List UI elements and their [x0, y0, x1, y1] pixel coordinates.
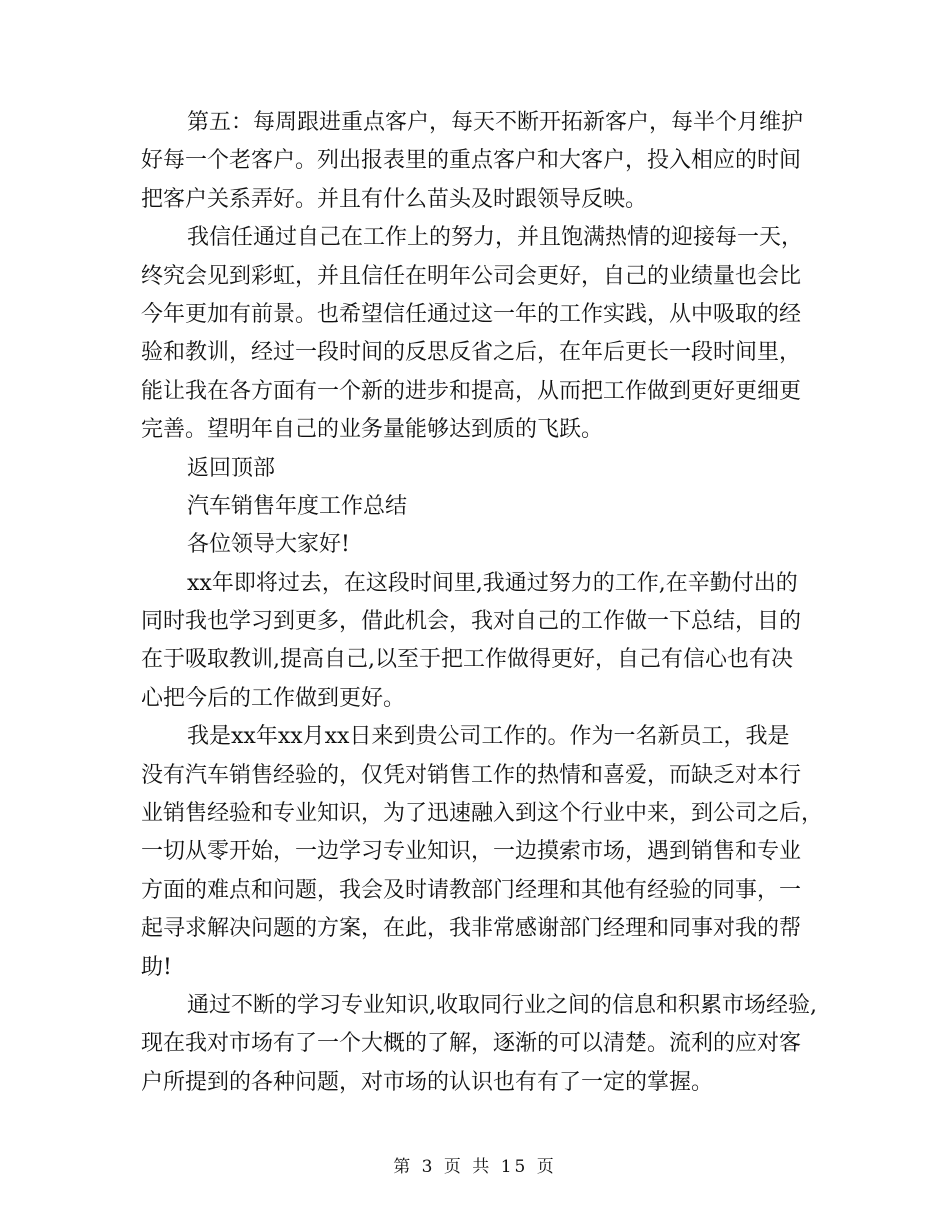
text-line: 户所提到的各种问题，对市场的认识也有有了一定的掌握。	[141, 1069, 714, 1095]
text-line: 心把今后的工作做到更好。	[141, 685, 406, 711]
text-line: 能让我在各方面有一个新的进步和提高，从而把工作做到更好更细更	[141, 378, 802, 404]
text-line: 我信任通过自己在工作上的努力，并且饱满热情的迎接每一天，	[187, 225, 804, 251]
text-line: 返回顶部	[187, 455, 276, 481]
text-line: 今年更加有前景。也希望信任通过这一年的工作实践，从中吸取的经	[141, 301, 802, 327]
text-line: 方面的难点和问题，我会及时请教部门经理和其他有经验的同事，一	[141, 877, 802, 903]
text-line: 验和教训，经过一段时间的反思反省之后，在年后更长一段时间里，	[141, 340, 802, 366]
text-line: 助!	[141, 954, 172, 980]
text-line: 一切从零开始，一边学习专业知识，一边摸索市场，遇到销售和专业	[141, 839, 802, 865]
page-footer: 第 3 页 共 15 页	[393, 1157, 557, 1177]
text-line: 完善。望明年自己的业务量能够达到质的飞跃。	[141, 417, 604, 443]
text-line: 汽车销售年度工作总结	[187, 493, 408, 519]
text-line: 起寻求解决问题的方案，在此，我非常感谢部门经理和同事对我的帮	[141, 916, 802, 942]
text-line: 业销售经验和专业知识，为了迅速融入到这个行业中来，到公司之后，	[141, 801, 824, 827]
text-line: 我是xx年xx月xx日来到贵公司工作的。作为一名新员工，我是	[187, 724, 790, 750]
text-line: xx年即将过去，在这段时间里,我通过努力的工作,在辛勤付出的	[187, 570, 798, 596]
text-line: 通过不断的学习专业知识,收取同行业之间的信息和积累市场经验,	[187, 992, 817, 1018]
text-line: 在于吸取教训,提高自己,以至于把工作做得更好，自己有信心也有决	[141, 647, 793, 673]
text-line: 终究会见到彩虹，并且信任在明年公司会更好，自己的业绩量也会比	[141, 263, 802, 289]
text-line: 把客户关系弄好。并且有什么苗头及时跟领导反映。	[141, 186, 648, 212]
text-line: 各位领导大家好!	[187, 532, 350, 558]
text-line: 没有汽车销售经验的，仅凭对销售工作的热情和喜爱，而缺乏对本行	[141, 762, 802, 788]
text-line: 好每一个老客户。列出报表里的重点客户和大客户，投入相应的时间	[141, 148, 802, 174]
text-line: 同时我也学习到更多，借此机会，我对自己的工作做一下总结，目的	[141, 609, 802, 635]
document-body	[141, 104, 824, 1102]
text-line: 现在我对市场有了一个大概的了解，逐渐的可以清楚。流利的应对客	[141, 1031, 802, 1057]
text-line: 第五：每周跟进重点客户，每天不断开拓新客户，每半个月维护	[187, 110, 804, 135]
